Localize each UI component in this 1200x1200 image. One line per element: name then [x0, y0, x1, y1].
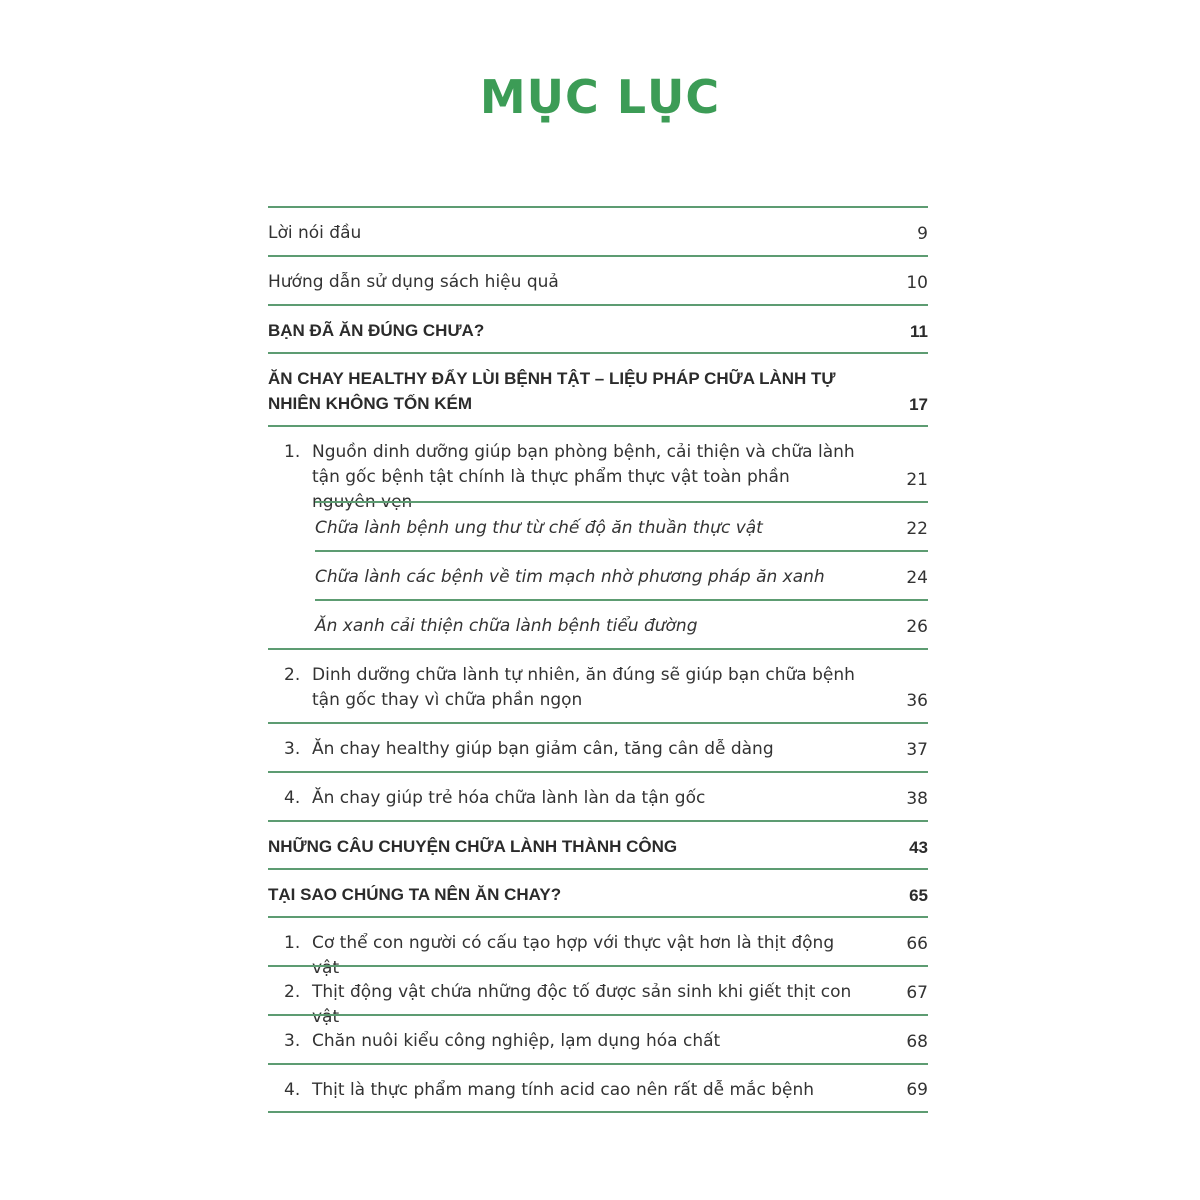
toc-entry-page: 9: [917, 224, 928, 244]
toc-section: [268, 304, 928, 352]
toc-entry-text: [284, 737, 928, 762]
toc-entry: [268, 425, 928, 512]
toc-section: [268, 352, 928, 425]
toc-entry-title: Thịt là thực phẩm mang tính acid cao nên rất dễ mắc bệnh: [312, 1080, 815, 1100]
toc-entry-number: 1.: [284, 442, 301, 462]
toc-subentry: [315, 550, 928, 599]
toc-entry-title: Dinh dưỡng chữa lành tự nhiên, ăn đúng sẽ giúp bạn chữa bệnh tận gốc thay vì chữa phần ngọn: [312, 665, 855, 710]
toc-entry-page: 10: [906, 273, 928, 293]
toc-entry-text: TẠI SAO CHÚNG TA NÊN ĂN CHAY?: [268, 885, 562, 904]
toc-entry: [268, 771, 928, 820]
toc-entry-page: 38: [906, 789, 928, 809]
toc-entry-page: 67: [906, 983, 928, 1003]
toc-entry: [268, 648, 928, 722]
toc-entry-text: Chữa lành bệnh ung thư từ chế độ ăn thuần thực vật: [315, 518, 763, 538]
toc-subentry: [315, 501, 928, 550]
toc-entry-number: 1.: [284, 933, 301, 953]
toc-entry: [268, 1063, 928, 1113]
toc-entry-text: [284, 1029, 928, 1054]
toc-entry: [268, 255, 928, 304]
toc-entry-text: Ăn xanh cải thiện chữa lành bệnh tiểu đường: [315, 616, 698, 636]
toc-entry: [268, 916, 928, 978]
toc-section: [268, 868, 928, 916]
toc-entry-text: NHỮNG CÂU CHUYỆN CHỮA LÀNH THÀNH CÔNG: [268, 837, 678, 856]
toc-entry-page: 24: [906, 568, 928, 588]
toc-entry-page: 17: [909, 395, 928, 414]
toc-entry-number: 3.: [284, 1031, 301, 1051]
toc-entry: [268, 1014, 928, 1063]
toc-entry-page: 26: [906, 617, 928, 637]
table-of-contents: [268, 206, 928, 1113]
toc-entry-number: 4.: [284, 788, 301, 808]
toc-entry: [268, 722, 928, 771]
toc-entry-title: Nguồn dinh dưỡng giúp bạn phòng bệnh, cải thiện và chữa lành tận gốc bệnh tật chính là thực phẩm thực vật toàn phần nguyên vẹn: [312, 442, 855, 512]
toc-entry-page: 69: [906, 1080, 928, 1100]
toc-entry-text: BẠN ĐÃ ĂN ĐÚNG CHƯA?: [268, 321, 485, 340]
toc-entry-number: 3.: [284, 739, 301, 759]
toc-entry-title: Ăn chay healthy giúp bạn giảm cân, tăng cân dễ dàng: [312, 739, 774, 759]
toc-entry-page: 66: [906, 934, 928, 954]
toc-section: [268, 820, 928, 868]
toc-entry-title: Chăn nuôi kiểu công nghiệp, lạm dụng hóa chất: [312, 1031, 721, 1051]
toc-entry-page: 36: [906, 691, 928, 711]
toc-entry-title: Thịt động vật chứa những độc tố được sản sinh khi giết thịt con vật: [312, 982, 852, 1027]
toc-entry-text: [284, 786, 928, 811]
toc-entry: [268, 965, 928, 1027]
toc-entry-page: 22: [906, 519, 928, 539]
toc-entry-title: Ăn chay giúp trẻ hóa chữa lành làn da tận gốc: [312, 788, 706, 808]
toc-entry-text: Lời nói đầu: [268, 223, 362, 243]
toc-entry-page: 21: [906, 470, 928, 490]
toc-entry-page: 65: [909, 886, 928, 905]
toc-entry-text: Chữa lành các bệnh về tim mạch nhờ phương pháp ăn xanh: [315, 567, 825, 587]
page-title: MỤC LỤC: [479, 70, 721, 124]
toc-entry-page: 43: [909, 838, 928, 857]
book-page: [237, 0, 1200, 1200]
toc-entry-text: Hướng dẫn sử dụng sách hiệu quả: [268, 272, 559, 292]
toc-entry-title: Cơ thể con người có cấu tạo hợp với thực vật hơn là thịt động vật: [312, 933, 835, 978]
toc-entry-page: 37: [906, 740, 928, 760]
toc-entry-page: 11: [910, 322, 928, 341]
toc-entry-text: [284, 663, 928, 713]
toc-entry-text: [284, 1078, 928, 1103]
toc-entry-number: 2.: [284, 665, 301, 685]
toc-entry-text: ĂN CHAY HEALTHY ĐẨY LÙI BỆNH TẬT – LIỆU PHÁP CHỮA LÀNH TỰ NHIÊN KHÔNG TỐN KÉM: [268, 369, 836, 413]
toc-subentry: [315, 599, 928, 648]
toc-entry: [268, 206, 928, 255]
toc-entry-number: 4.: [284, 1080, 301, 1100]
toc-entry-page: 68: [906, 1032, 928, 1052]
toc-entry-number: 2.: [284, 982, 301, 1002]
